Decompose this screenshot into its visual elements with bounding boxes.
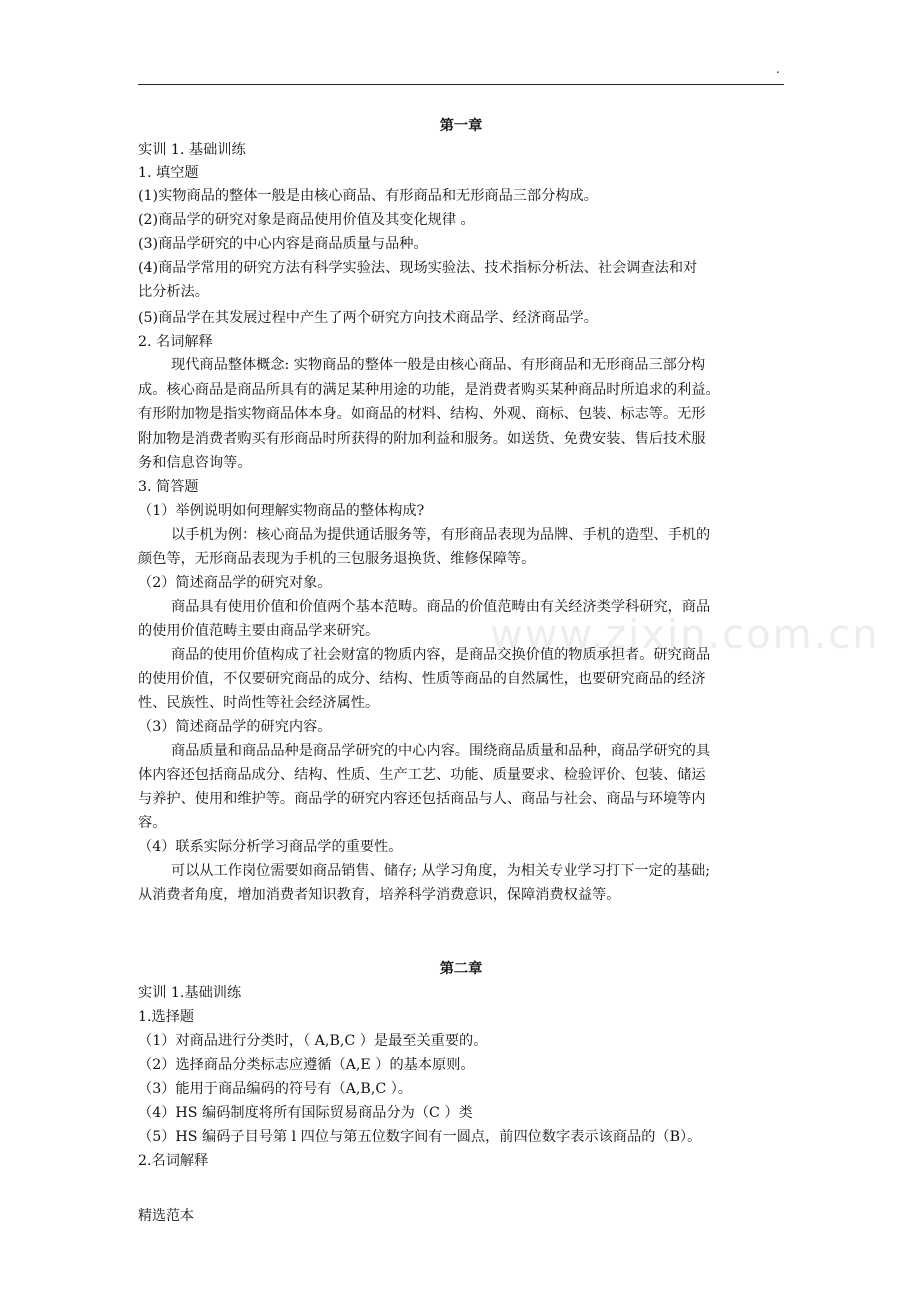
choice-heading: 1.选择题 bbox=[138, 1009, 195, 1025]
answer-3-line: 体内容还包括商品成分、结构、性质、生产工艺、功能、质量要求、检验评价、包装、储运 bbox=[138, 767, 706, 783]
answer-3-line: 容。 bbox=[138, 815, 167, 831]
header-dot: . bbox=[776, 62, 780, 76]
answer-2-line: 的使用价值范畴主要由商品学来研究。 bbox=[138, 623, 380, 639]
answer-4-line: 可以从工作岗位需要如商品销售、储存; 从学习角度，为相关专业学习打下一定的基础; bbox=[171, 863, 711, 879]
question-1: （1）举例说明如何理解实物商品的整体构成? bbox=[138, 503, 425, 519]
chapter2-title: 第二章 bbox=[439, 961, 483, 977]
fill-line: (2)商品学的研究对象是商品使用价值及其变化规律 。 bbox=[138, 212, 475, 228]
fill-line: (4)商品学常用的研究方法有科学实验法、现场实验法、技术指标分析法、社会调查法和对 bbox=[138, 260, 698, 276]
question-3: （3）简述商品学的研究内容。 bbox=[138, 719, 332, 735]
terms-line: 有形附加物是指实物商品体本身。如商品的材料、结构、外观、商标、包装、标志等。无形 bbox=[138, 406, 706, 422]
fill-heading: 1. 填空题 bbox=[138, 165, 199, 181]
footer-text: 精选范本 bbox=[138, 1208, 194, 1224]
chapter1-title: 第一章 bbox=[439, 118, 483, 134]
answer-2-line: 商品具有使用价值和价值两个基本范畴。商品的价值范畴由有关经济类学科研究，商品 bbox=[171, 599, 711, 615]
fill-line: 比分析法。 bbox=[138, 284, 209, 300]
answer-3-line: 与养护、使用和维护等。商品学的研究内容还包括商品与人、商品与社会、商品与环境等内 bbox=[138, 791, 706, 807]
terms-heading: 2. 名词解释 bbox=[138, 334, 213, 350]
answer-1-line: 颜色等，无形商品表现为手机的三包服务退换货、维修保障等。 bbox=[138, 551, 536, 567]
choice-line: （4）HS 编码制度将所有国际贸易商品分为（C ）类 bbox=[138, 1105, 473, 1121]
terms-line: 现代商品整体概念: 实物商品的整体一般是由核心商品、有形商品和无形商品三部分构 bbox=[171, 357, 706, 373]
terms-line: 附加物是消费者购买有形商品时所获得的附加利益和服务。如送货、免费安装、售后技术服 bbox=[138, 431, 706, 447]
fill-line: (5)商品学在其发展过程中产生了两个研究方向技术商品学、经济商品学。 bbox=[138, 310, 598, 326]
question-4: （4）联系实际分析学习商品学的重要性。 bbox=[138, 839, 403, 855]
chapter2-terms-heading: 2.名词解释 bbox=[138, 1153, 209, 1169]
answer-3-line: 商品质量和商品品种是商品学研究的中心内容。围绕商品质量和品种，商品学研究的具 bbox=[171, 743, 711, 759]
choice-line: （2）选择商品分类标志应遵循（A,E ）的基本原则。 bbox=[138, 1057, 475, 1073]
short-answer-heading: 3. 简答题 bbox=[138, 479, 199, 495]
choice-line: （1）对商品进行分类时，（ A,B,C ）是最至关重要的。 bbox=[138, 1033, 488, 1049]
terms-line: 务和信息咨询等。 bbox=[138, 455, 252, 471]
answer-2-line: 性、民族性、时尚性等社会经济属性。 bbox=[138, 695, 380, 711]
fill-line: (1)实物商品的整体一般是由核心商品、有形商品和无形商品三部分构成。 bbox=[138, 188, 598, 204]
chapter1-training: 实训 1. 基础训练 bbox=[138, 142, 246, 158]
header-rule bbox=[138, 84, 784, 85]
fill-line: (3)商品学研究的中心内容是商品质量与品种。 bbox=[138, 236, 428, 252]
answer-1-line: 以手机为例：核心商品为提供通话服务等，有形商品表现为品牌、手机的造型、手机的 bbox=[171, 527, 711, 543]
chapter2-training: 实训 1.基础训练 bbox=[138, 985, 242, 1001]
question-2: （2）简述商品学的研究对象。 bbox=[138, 575, 332, 591]
watermark: www.zixin.com.cn bbox=[490, 612, 880, 658]
answer-4-line: 从消费者角度，增加消费者知识教育，培养科学消费意识，保障消费权益等。 bbox=[138, 887, 621, 903]
terms-line: 成。核心商品是商品所具有的满足某种用途的功能，是消费者购买某种商品时所追求的利益。 bbox=[138, 382, 720, 398]
answer-2-line: 商品的使用价值构成了社会财富的物质内容，是商品交换价值的物质承担者。研究商品 bbox=[171, 647, 711, 663]
answer-2-line: 的使用价值，不仅要研究商品的成分、结构、性质等商品的自然属性，也要研究商品的经济 bbox=[138, 671, 706, 687]
choice-line: （3）能用于商品编码的符号有（A,B,C ）。 bbox=[138, 1081, 412, 1097]
choice-line: （5）HS 编码子目号第 l 四位与第五位数字间有一圆点，前四位数字表示该商品的（B）。 bbox=[138, 1129, 702, 1145]
